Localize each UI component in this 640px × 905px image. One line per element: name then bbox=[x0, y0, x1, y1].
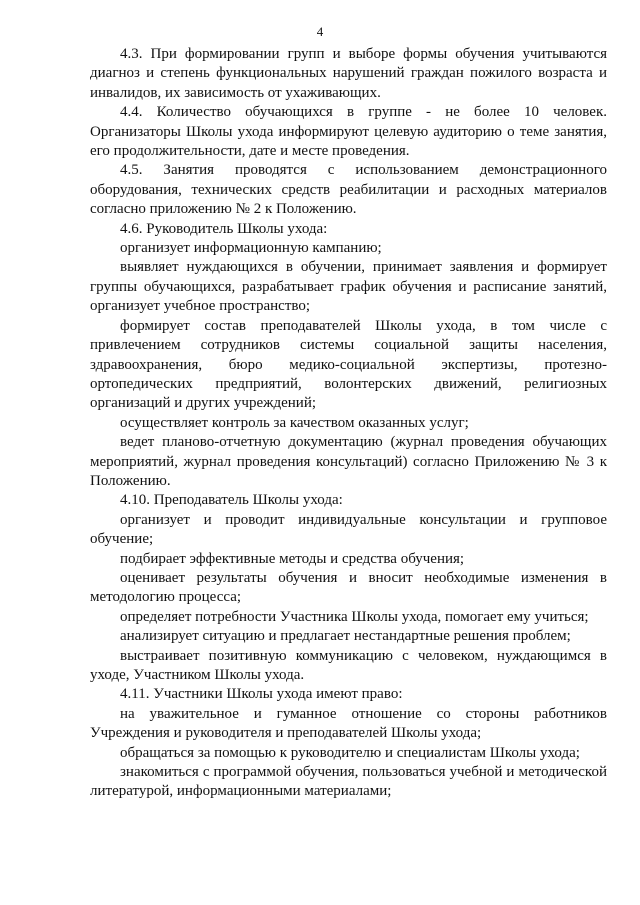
right-item: знакомиться с программой обучения, пользоваться учебной и методической литературой, информационными материалами; bbox=[90, 764, 607, 800]
duty-item: формирует состав преподавателей Школы ухода, в том числе с привлечением сотрудников системы социальной защиты населения, здравоохранения, бюро медико-социальной экспертизы, протезно-ортопедических предприятий, волонтерских движений, религиозных организаций и других учреждений; bbox=[90, 317, 607, 412]
paragraph-4-4: 4.4. Количество обучающихся в группе - не более 10 человек. Организаторы Школы ухода информируют целевую аудиторию о теме занятия, его продолжительности, дате и месте проведения. bbox=[90, 104, 607, 160]
document-body bbox=[90, 45, 607, 802]
duty-item: выстраивает позитивную коммуникацию с человеком, нуждающимся в уходе, Участником Школы ухода. bbox=[90, 647, 607, 683]
duty-item: оценивает результаты обучения и вносит необходимые изменения в методологию процесса; bbox=[90, 569, 607, 606]
duty-item: выявляет нуждающихся в обучении, принимает заявления и формирует группы обучающихся, разрабатывает график обучения и расписание занятий, организует учебное пространство; bbox=[90, 259, 607, 315]
duty-item: осуществляет контроль за качеством оказанных услуг; bbox=[120, 414, 469, 431]
duty-item: ведет планово-отчетную документацию (журнал проведения обучающих мероприятий, журнал проведения консультаций) согласно Приложению № 3 к Положению. bbox=[90, 434, 607, 489]
right-item: на уважительное и гуманное отношение со стороны работников Учреждения и руководителя и преподавателей Школы ухода; bbox=[90, 705, 607, 742]
paragraph-4-11-heading: 4.11. Участники Школы ухода имеют право: bbox=[120, 686, 403, 703]
duty-item: анализирует ситуацию и предлагает нестандартные решения проблем; bbox=[120, 628, 571, 645]
paragraph-4-10-heading: 4.10. Преподаватель Школы ухода: bbox=[120, 492, 343, 509]
right-item: обращаться за помощью к руководителю и специалистам Школы ухода; bbox=[120, 744, 580, 761]
duty-item: организует информационную кампанию; bbox=[120, 240, 382, 257]
duty-item: организует и проводит индивидуальные консультации и групповое обучение; bbox=[90, 511, 607, 548]
duty-item: подбирает эффективные методы и средства обучения; bbox=[120, 550, 465, 567]
paragraph-4-5: 4.5. Занятия проводятся с использованием демонстрационного оборудования, технических средств реабилитации и расходных материалов согласно приложению № 2 к Положению. bbox=[90, 162, 607, 218]
paragraph-4-6-heading: 4.6. Руководитель Школы ухода: bbox=[120, 220, 328, 237]
duty-item: определяет потребности Участника Школы ухода, помогает ему учиться; bbox=[120, 608, 589, 625]
paragraph-4-3: 4.3. При формировании групп и выборе формы обучения учитываются диагноз и степень функциональных нарушений граждан пожилого возраста и инвалидов, их зависимость от ухаживающих. bbox=[90, 46, 607, 101]
page-number: 4 bbox=[316, 24, 324, 39]
